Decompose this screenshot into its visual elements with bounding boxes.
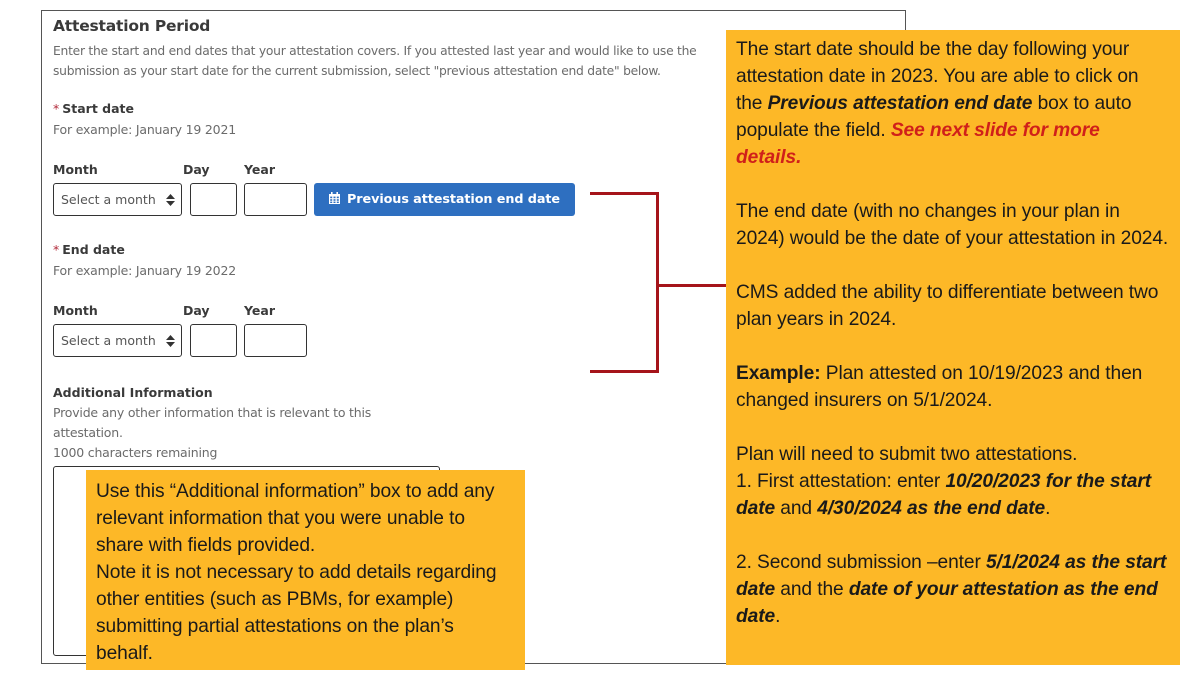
required-marker: * xyxy=(53,242,60,257)
start-year-input[interactable] xyxy=(244,183,307,216)
start-month-select[interactable]: Select a month xyxy=(53,183,182,216)
callout-start-date-para: The start date should be the day following your attestation date in 2023. You are able to click on the Previous attestation end date box to auto populate the field. See next slide for more details. xyxy=(736,39,1139,168)
start-date-label: * Start date xyxy=(53,101,134,116)
start-month-label: Month xyxy=(53,162,98,177)
end-year-label: Year xyxy=(244,303,275,318)
end-day-label: Day xyxy=(183,303,210,318)
section-title: Attestation Period xyxy=(53,17,211,35)
bracket-top-arm xyxy=(590,192,659,195)
sort-caret-icon xyxy=(166,194,175,206)
guidance-callout-right xyxy=(726,30,1180,665)
callout-second-submission: 2. Second submission –enter 5/1/2024 as the start date and the date of your attestation as the end date. xyxy=(736,552,1167,627)
characters-remaining: 1000 characters remaining xyxy=(53,445,218,460)
required-marker: * xyxy=(53,101,60,116)
callout-additional-info-text: Use this “Additional information” box to add any relevant information that you were unable to share with fields provided. xyxy=(96,481,495,556)
end-month-label: Month xyxy=(53,303,98,318)
guidance-callout-additional-info xyxy=(86,470,525,670)
bracket-middle-arm xyxy=(656,284,726,287)
previous-attestation-end-date-button[interactable]: Previous attestation end date xyxy=(314,183,575,216)
callout-additional-info-note: Note it is not necessary to add details regarding other entities (such as PBMs, for example) submitting partial attestations on the plan’s behalf. xyxy=(96,562,497,664)
bracket-bottom-arm xyxy=(590,370,659,373)
end-month-select[interactable]: Select a month xyxy=(53,324,182,357)
bracket-vertical xyxy=(656,192,659,373)
start-date-hint: For example: January 19 2021 xyxy=(53,122,236,137)
additional-info-label: Additional Information xyxy=(53,385,213,400)
sort-caret-icon xyxy=(166,335,175,347)
end-date-label: * End date xyxy=(53,242,125,257)
additional-info-hint-1: Provide any other information that is relevant to this xyxy=(53,405,372,420)
end-date-hint: For example: January 19 2022 xyxy=(53,263,236,278)
see-next-slide-note: See next slide for more details. xyxy=(736,120,1100,168)
additional-info-hint-2: attestation. xyxy=(53,425,123,440)
callout-end-date-para: The end date (with no changes in your plan in 2024) would be the date of your attestation in 2024. xyxy=(736,201,1169,249)
callout-two-attestations: Plan will need to submit two attestations. xyxy=(736,444,1078,465)
callout-example-para: Example: Plan attested on 10/19/2023 and then changed insurers on 5/1/2024. xyxy=(736,363,1143,411)
callout-first-attestation: 1. First attestation: enter 10/20/2023 for the start date and 4/30/2024 as the end date. xyxy=(736,471,1152,519)
end-day-input[interactable] xyxy=(190,324,237,357)
end-year-input[interactable] xyxy=(244,324,307,357)
section-description: Enter the start and end dates that your attestation covers. If you attested last year and would like to use the submission as your start date for the current submission, select "previous attestation end date" below. xyxy=(53,44,697,78)
calendar-icon xyxy=(329,192,340,208)
callout-cms-para: CMS added the ability to differentiate between two plan years in 2024. xyxy=(736,282,1159,330)
start-day-input[interactable] xyxy=(190,183,237,216)
start-day-label: Day xyxy=(183,162,210,177)
start-year-label: Year xyxy=(244,162,275,177)
